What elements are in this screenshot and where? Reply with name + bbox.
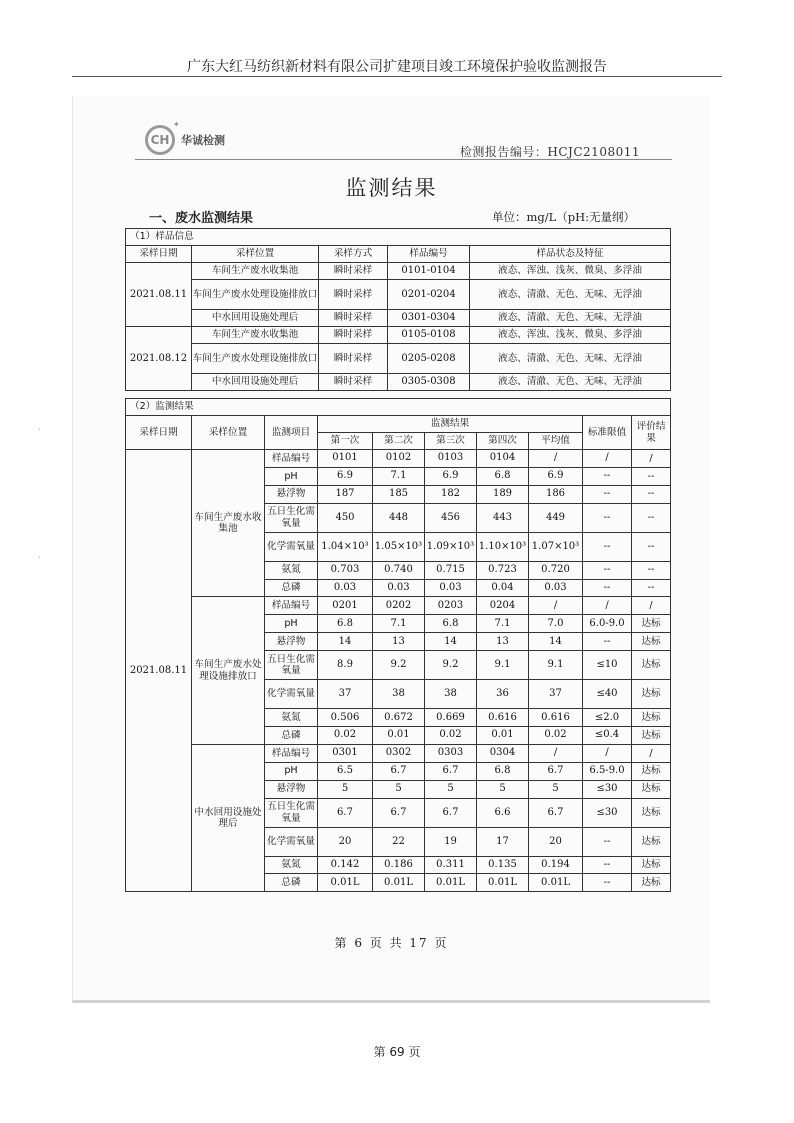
result-value: 7.1 — [477, 615, 529, 633]
evaluation-result: -- — [632, 503, 671, 532]
standard-limit: ≤0.4 — [583, 727, 632, 745]
logo-sparkle-icon: ✦ — [173, 120, 180, 129]
sample-location: 车间生产废水收集池 — [192, 263, 319, 280]
result-value: 0203 — [425, 597, 477, 615]
evaluation-result: 达标 — [632, 780, 671, 798]
result-value: 0.672 — [373, 709, 425, 727]
result-value: 5 — [477, 780, 529, 798]
result-value: 0.186 — [373, 856, 425, 874]
monitoring-item: pH — [265, 467, 318, 485]
monitoring-item: 氨氮 — [265, 709, 318, 727]
result-value: 0.135 — [477, 856, 529, 874]
result-value: 20 — [529, 827, 583, 856]
result-value: 0104 — [477, 450, 529, 468]
evaluation-result: -- — [632, 467, 671, 485]
result-value: 5 — [425, 780, 477, 798]
header-rule — [72, 76, 722, 77]
result-value: 450 — [318, 503, 373, 532]
sample-info-table — [125, 228, 671, 391]
sample-date: 2021.08.11 — [126, 450, 192, 892]
standard-limit: 6.0-9.0 — [583, 615, 632, 633]
result-value: 5 — [529, 780, 583, 798]
standard-limit: ≤10 — [583, 651, 632, 680]
result-value: 6.7 — [373, 762, 425, 780]
result-value: 0.01 — [373, 727, 425, 745]
sample-number: 0301-0304 — [388, 310, 470, 327]
result-value: 0102 — [373, 450, 425, 468]
result-value: 1.05×10³ — [373, 532, 425, 561]
result-value: 6.7 — [373, 798, 425, 827]
section-title: 一、废水监测结果 — [149, 211, 254, 226]
result-value: 449 — [529, 503, 583, 532]
evaluation-result: 达标 — [632, 633, 671, 651]
evaluation-result: 达标 — [632, 874, 671, 892]
table-row — [126, 280, 671, 310]
result-value: 1.07×10³ — [529, 532, 583, 561]
result-value: 0.01L — [477, 874, 529, 892]
result-value: 6.9 — [529, 467, 583, 485]
evaluation-result: 达标 — [632, 762, 671, 780]
result-value: 6.7 — [529, 762, 583, 780]
result-value: 0.506 — [318, 709, 373, 727]
table-row — [126, 344, 671, 374]
result-value: / — [529, 597, 583, 615]
result-value: 0.04 — [477, 579, 529, 597]
result-value: 189 — [477, 485, 529, 503]
result-value: 6.8 — [425, 615, 477, 633]
result-value: 20 — [318, 827, 373, 856]
column-header: 标准限值 — [583, 416, 632, 450]
table-row — [126, 374, 671, 391]
result-value: 1.04×10³ — [318, 532, 373, 561]
column-header: 第一次 — [318, 433, 373, 450]
monitoring-item: 化学需氧量 — [265, 532, 318, 561]
result-value: 0103 — [425, 450, 477, 468]
standard-limit: -- — [583, 561, 632, 579]
page-title: 监测结果 — [345, 176, 438, 200]
monitoring-item: 氨氮 — [265, 561, 318, 579]
report-number: 检测报告编号：HCJC2108011 — [459, 145, 640, 159]
column-header: 样品状态及特征 — [470, 246, 671, 263]
result-value: 6.8 — [477, 467, 529, 485]
sample-location: 车间生产废水处理设施排放口 — [192, 344, 319, 374]
standard-limit: -- — [583, 532, 632, 561]
monitoring-item: 悬浮物 — [265, 485, 318, 503]
result-value: 38 — [373, 680, 425, 709]
result-value: 0.616 — [477, 709, 529, 727]
sample-state: 液态、清澈、无色、无味、无浮油 — [470, 310, 671, 327]
result-value: 1.09×10³ — [425, 532, 477, 561]
result-value: 443 — [477, 503, 529, 532]
column-header: 评价结果 — [632, 416, 671, 450]
results-table — [125, 398, 671, 892]
result-value: 7.1 — [373, 615, 425, 633]
evaluation-result: 达标 — [632, 827, 671, 856]
sample-location: 中水回用设施处理后 — [192, 374, 319, 391]
sample-method: 瞬时采样 — [319, 374, 388, 391]
result-value: 14 — [318, 633, 373, 651]
evaluation-result: 达标 — [632, 680, 671, 709]
column-header: 采样日期 — [126, 246, 192, 263]
sample-location: 车间生产废水处理设施排放口 — [192, 280, 319, 310]
result-value: 0.703 — [318, 561, 373, 579]
result-value: 0202 — [373, 597, 425, 615]
standard-limit: -- — [583, 467, 632, 485]
scanned-page — [72, 96, 710, 1003]
table-row — [126, 327, 671, 344]
sample-method: 瞬时采样 — [319, 327, 388, 344]
table-row — [126, 310, 671, 327]
standard-limit: ≤30 — [583, 798, 632, 827]
evaluation-result: 达标 — [632, 798, 671, 827]
standard-limit: -- — [583, 874, 632, 892]
standard-limit: -- — [583, 503, 632, 532]
monitoring-item: 悬浮物 — [265, 633, 318, 651]
result-value: 5 — [318, 780, 373, 798]
result-value: 13 — [373, 633, 425, 651]
page-footer: 第 69 页 — [373, 1045, 421, 1059]
result-value: 19 — [425, 827, 477, 856]
monitoring-item: 五日生化需氧量 — [265, 503, 318, 532]
monitoring-item: 五日生化需氧量 — [265, 651, 318, 680]
evaluation-result: / — [632, 597, 671, 615]
column-header: 第四次 — [477, 433, 529, 450]
result-value: 6.7 — [318, 798, 373, 827]
result-value: 0.720 — [529, 561, 583, 579]
evaluation-result: 达标 — [632, 709, 671, 727]
monitoring-item: pH — [265, 615, 318, 633]
monitoring-item: 样品编号 — [265, 450, 318, 468]
result-value: 448 — [373, 503, 425, 532]
result-value: 37 — [529, 680, 583, 709]
result-value: 6.8 — [477, 762, 529, 780]
standard-limit: -- — [583, 856, 632, 874]
sample-location: 车间生产废水收集池 — [192, 450, 265, 597]
table-row — [126, 597, 671, 615]
result-value: 0101 — [318, 450, 373, 468]
evaluation-result: / — [632, 744, 671, 762]
result-value: 456 — [425, 503, 477, 532]
result-value: 0.01L — [529, 874, 583, 892]
result-value: 9.1 — [477, 651, 529, 680]
result-value: 13 — [477, 633, 529, 651]
standard-limit: / — [583, 450, 632, 468]
standard-limit: / — [583, 597, 632, 615]
result-value: 1.10×10³ — [477, 532, 529, 561]
monitoring-item: 总磷 — [265, 579, 318, 597]
sample-number: 0205-0208 — [388, 344, 470, 374]
result-value: / — [529, 450, 583, 468]
sample-state: 液态、清澈、无色、无味、无浮油 — [470, 344, 671, 374]
standard-limit: ≤30 — [583, 780, 632, 798]
standard-limit: -- — [583, 827, 632, 856]
sample-number: 0101-0104 — [388, 263, 470, 280]
sample-method: 瞬时采样 — [319, 263, 388, 280]
column-header: 第三次 — [425, 433, 477, 450]
sample-date: 2021.08.12 — [126, 327, 192, 391]
result-value: 0.616 — [529, 709, 583, 727]
margin-mark: · — [38, 553, 41, 562]
monitoring-item: 总磷 — [265, 874, 318, 892]
result-value: 0.02 — [425, 727, 477, 745]
result-value: 0.03 — [529, 579, 583, 597]
document-header: 广东大红马纺织新材料有限公司扩建项目竣工环境保护验收监测报告 — [187, 59, 607, 75]
sample-date: 2021.08.11 — [126, 263, 192, 327]
margin-mark: · — [38, 425, 41, 434]
result-value: 36 — [477, 680, 529, 709]
result-value: 6.7 — [529, 798, 583, 827]
monitoring-item: 化学需氧量 — [265, 827, 318, 856]
result-value: 14 — [529, 633, 583, 651]
monitoring-item: 化学需氧量 — [265, 680, 318, 709]
result-value: 7.1 — [373, 467, 425, 485]
monitoring-item: 样品编号 — [265, 597, 318, 615]
sample-location: 车间生产废水收集池 — [192, 327, 319, 344]
unit-note: 单位：mg/L（pH:无量纲） — [491, 210, 635, 224]
standard-limit: ≤2.0 — [583, 709, 632, 727]
result-value: 0302 — [373, 744, 425, 762]
result-value: / — [529, 744, 583, 762]
result-value: 0.02 — [529, 727, 583, 745]
result-value: 0304 — [477, 744, 529, 762]
result-value: 0.01L — [373, 874, 425, 892]
sample-state: 液态、浑浊、浅灰、微臭、多浮油 — [470, 263, 671, 280]
column-header: 第二次 — [373, 433, 425, 450]
standard-limit: -- — [583, 485, 632, 503]
column-header: 监测项目 — [265, 416, 318, 450]
evaluation-result: -- — [632, 561, 671, 579]
evaluation-result: 达标 — [632, 727, 671, 745]
standard-limit: -- — [583, 633, 632, 651]
result-value: 0.740 — [373, 561, 425, 579]
result-value: 17 — [477, 827, 529, 856]
result-value: 9.2 — [373, 651, 425, 680]
result-value: 185 — [373, 485, 425, 503]
result-value: 6.8 — [318, 615, 373, 633]
result-value: 0.03 — [373, 579, 425, 597]
company-logo-icon: CH — [145, 125, 175, 155]
column-header: 样品编号 — [388, 246, 470, 263]
result-value: 0301 — [318, 744, 373, 762]
sample-location: 车间生产废水处理设施排放口 — [192, 597, 265, 744]
standard-limit: ≤40 — [583, 680, 632, 709]
standard-limit: -- — [583, 579, 632, 597]
result-value: 0.715 — [425, 561, 477, 579]
company-name: 华诚检测 — [181, 134, 225, 147]
result-value: 0.194 — [529, 856, 583, 874]
sample-number: 0305-0308 — [388, 374, 470, 391]
sample-method: 瞬时采样 — [319, 280, 388, 310]
result-value: 0.01L — [318, 874, 373, 892]
evaluation-result: -- — [632, 485, 671, 503]
monitoring-item: 总磷 — [265, 727, 318, 745]
result-value: 6.9 — [425, 467, 477, 485]
table-row — [126, 450, 671, 468]
standard-limit: / — [583, 744, 632, 762]
table-row — [126, 263, 671, 280]
result-value: 182 — [425, 485, 477, 503]
evaluation-result: 达标 — [632, 651, 671, 680]
evaluation-result: -- — [632, 532, 671, 561]
result-value: 0.01 — [477, 727, 529, 745]
sample-number: 0105-0108 — [388, 327, 470, 344]
evaluation-result: 达标 — [632, 615, 671, 633]
report-rule — [135, 159, 672, 160]
result-value: 5 — [373, 780, 425, 798]
sample-method: 瞬时采样 — [319, 310, 388, 327]
result-value: 8.9 — [318, 651, 373, 680]
result-value: 0.01L — [425, 874, 477, 892]
result-value: 0.669 — [425, 709, 477, 727]
result-value: 0.142 — [318, 856, 373, 874]
table-section-label: （1）样品信息 — [126, 229, 671, 246]
monitoring-item: pH — [265, 762, 318, 780]
result-value: 6.9 — [318, 467, 373, 485]
sample-state: 液态、浑浊、浅灰、微臭、多浮油 — [470, 327, 671, 344]
column-header: 采样日期 — [126, 416, 192, 450]
sample-number: 0201-0204 — [388, 280, 470, 310]
result-value: 0.02 — [318, 727, 373, 745]
result-value: 6.5 — [318, 762, 373, 780]
column-header: 采样位置 — [192, 416, 265, 450]
result-value: 0303 — [425, 744, 477, 762]
sample-state: 液态、清澈、无色、无味、无浮油 — [470, 280, 671, 310]
result-value: 0.03 — [425, 579, 477, 597]
evaluation-result: / — [632, 450, 671, 468]
result-value: 6.6 — [477, 798, 529, 827]
result-value: 38 — [425, 680, 477, 709]
sample-location: 中水回用设施处理后 — [192, 310, 319, 327]
inner-page-number: 第 6 页 共 17 页 — [334, 936, 449, 950]
table-row — [126, 744, 671, 762]
table-section-label: （2）监测结果 — [126, 399, 671, 416]
sample-state: 液态、清澈、无色、无味、无浮油 — [470, 374, 671, 391]
monitoring-item: 样品编号 — [265, 744, 318, 762]
result-value: 186 — [529, 485, 583, 503]
result-value: 9.2 — [425, 651, 477, 680]
monitoring-item: 氨氮 — [265, 856, 318, 874]
result-value: 0204 — [477, 597, 529, 615]
result-value: 37 — [318, 680, 373, 709]
evaluation-result: 达标 — [632, 856, 671, 874]
result-value: 6.7 — [425, 798, 477, 827]
sample-location: 中水回用设施处理后 — [192, 744, 265, 891]
result-value: 187 — [318, 485, 373, 503]
standard-limit: 6.5-9.0 — [583, 762, 632, 780]
result-value: 7.0 — [529, 615, 583, 633]
evaluation-result: -- — [632, 579, 671, 597]
column-header: 平均值 — [529, 433, 583, 450]
result-value: 0.723 — [477, 561, 529, 579]
monitoring-item: 五日生化需氧量 — [265, 798, 318, 827]
result-value: 22 — [373, 827, 425, 856]
result-value: 9.1 — [529, 651, 583, 680]
sample-method: 瞬时采样 — [319, 344, 388, 374]
result-value: 0.03 — [318, 579, 373, 597]
column-header: 监测结果 — [318, 416, 583, 433]
result-value: 0201 — [318, 597, 373, 615]
column-header: 采样位置 — [192, 246, 319, 263]
result-value: 14 — [425, 633, 477, 651]
result-value: 6.7 — [425, 762, 477, 780]
column-header: 采样方式 — [319, 246, 388, 263]
monitoring-item: 悬浮物 — [265, 780, 318, 798]
result-value: 0.311 — [425, 856, 477, 874]
